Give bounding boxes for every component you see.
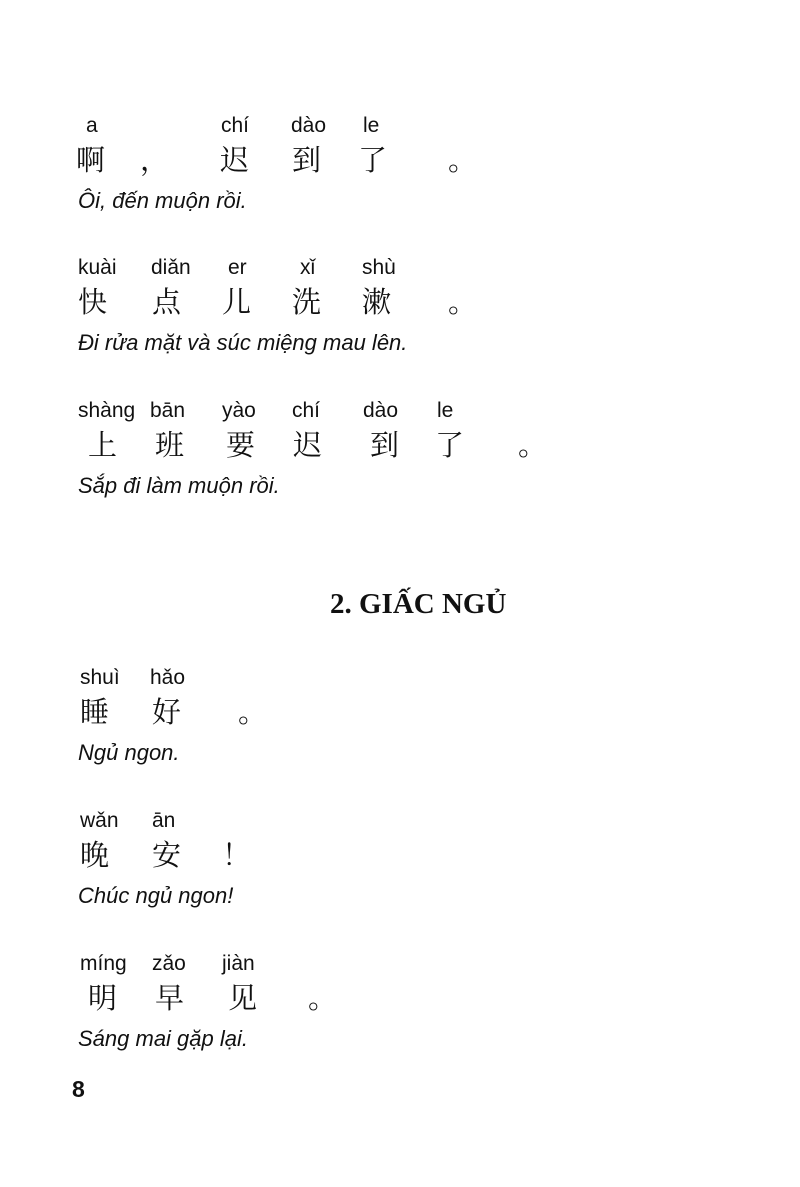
phrase-block xyxy=(0,114,800,224)
hanzi-character: 见 xyxy=(228,981,258,1015)
hanzi-punctuation: 。 xyxy=(448,285,478,319)
phrase-block xyxy=(0,952,800,1062)
hanzi-character: 晚 xyxy=(80,838,110,872)
pinyin-syllable: jiàn xyxy=(222,952,255,975)
pinyin-syllable: kuài xyxy=(78,256,117,279)
vietnamese-translation: Chúc ngủ ngon! xyxy=(78,883,234,908)
hanzi-character: 迟 xyxy=(220,143,250,177)
pinyin-syllable: er xyxy=(228,256,247,279)
pinyin-syllable: shù xyxy=(362,256,396,279)
pinyin-syllable: shàng xyxy=(78,399,136,422)
hanzi-character: 了 xyxy=(358,143,388,177)
phrase-block xyxy=(0,666,800,776)
phrase-block xyxy=(0,256,800,366)
hanzi-character: 啊 xyxy=(76,143,106,177)
hanzi-punctuation: ！ xyxy=(222,838,252,872)
hanzi-character: 漱 xyxy=(362,285,392,319)
section-title: 2. GIẤC NGỦ xyxy=(330,588,507,620)
pinyin-syllable: shuì xyxy=(80,666,120,689)
pinyin-syllable: xǐ xyxy=(300,256,316,279)
hanzi-character: 到 xyxy=(370,428,400,462)
page-number: 8 xyxy=(72,1076,85,1102)
pinyin-syllable: a xyxy=(86,114,98,137)
pinyin-syllable: hǎo xyxy=(150,666,186,689)
hanzi-character: 迟 xyxy=(293,428,323,462)
pinyin-syllable: le xyxy=(363,114,380,137)
pinyin-syllable: míng xyxy=(80,952,127,975)
hanzi-character: 上 xyxy=(88,428,118,462)
hanzi-character: 要 xyxy=(226,428,256,462)
pinyin-syllable: chí xyxy=(292,399,321,422)
pinyin-syllable: le xyxy=(437,399,454,422)
hanzi-character: 洗 xyxy=(292,285,322,319)
vietnamese-translation: Ngủ ngon. xyxy=(78,740,180,765)
hanzi-punctuation: 。 xyxy=(308,981,338,1015)
hanzi-character: 点 xyxy=(152,285,182,319)
hanzi-punctuation: 。 xyxy=(518,428,548,462)
pinyin-syllable: bān xyxy=(150,399,186,422)
hanzi-character: 到 xyxy=(292,143,322,177)
hanzi-character: 睡 xyxy=(80,695,110,729)
phrase-block xyxy=(0,809,800,919)
hanzi-character: 快 xyxy=(78,285,108,319)
vietnamese-translation: Đi rửa mặt và súc miệng mau lên. xyxy=(78,330,408,355)
hanzi-character: 明 xyxy=(88,981,118,1015)
hanzi-character: 儿 xyxy=(222,285,252,319)
hanzi-punctuation: 。 xyxy=(238,695,268,729)
hanzi-character: 了 xyxy=(435,428,465,462)
vietnamese-translation: Ôi, đến muộn rồi. xyxy=(78,188,247,213)
pinyin-syllable: chí xyxy=(221,114,250,137)
hanzi-character: 好 xyxy=(152,695,182,729)
vietnamese-translation: Sáng mai gặp lại. xyxy=(78,1026,248,1051)
hanzi-character: 安 xyxy=(152,838,182,872)
pinyin-syllable: zǎo xyxy=(152,952,186,975)
hanzi-character: 早 xyxy=(155,981,185,1015)
hanzi-punctuation: ， xyxy=(140,143,170,177)
hanzi-character: 班 xyxy=(155,428,185,462)
pinyin-syllable: dào xyxy=(363,399,399,422)
phrase-block xyxy=(0,399,800,509)
pinyin-syllable: yào xyxy=(222,399,256,422)
vietnamese-translation: Sắp đi làm muộn rồi. xyxy=(78,473,280,498)
pinyin-syllable: ān xyxy=(152,809,176,832)
pinyin-syllable: wǎn xyxy=(80,809,119,832)
hanzi-punctuation: 。 xyxy=(448,143,478,177)
pinyin-syllable: diǎn xyxy=(151,256,191,279)
pinyin-syllable: dào xyxy=(291,114,327,137)
